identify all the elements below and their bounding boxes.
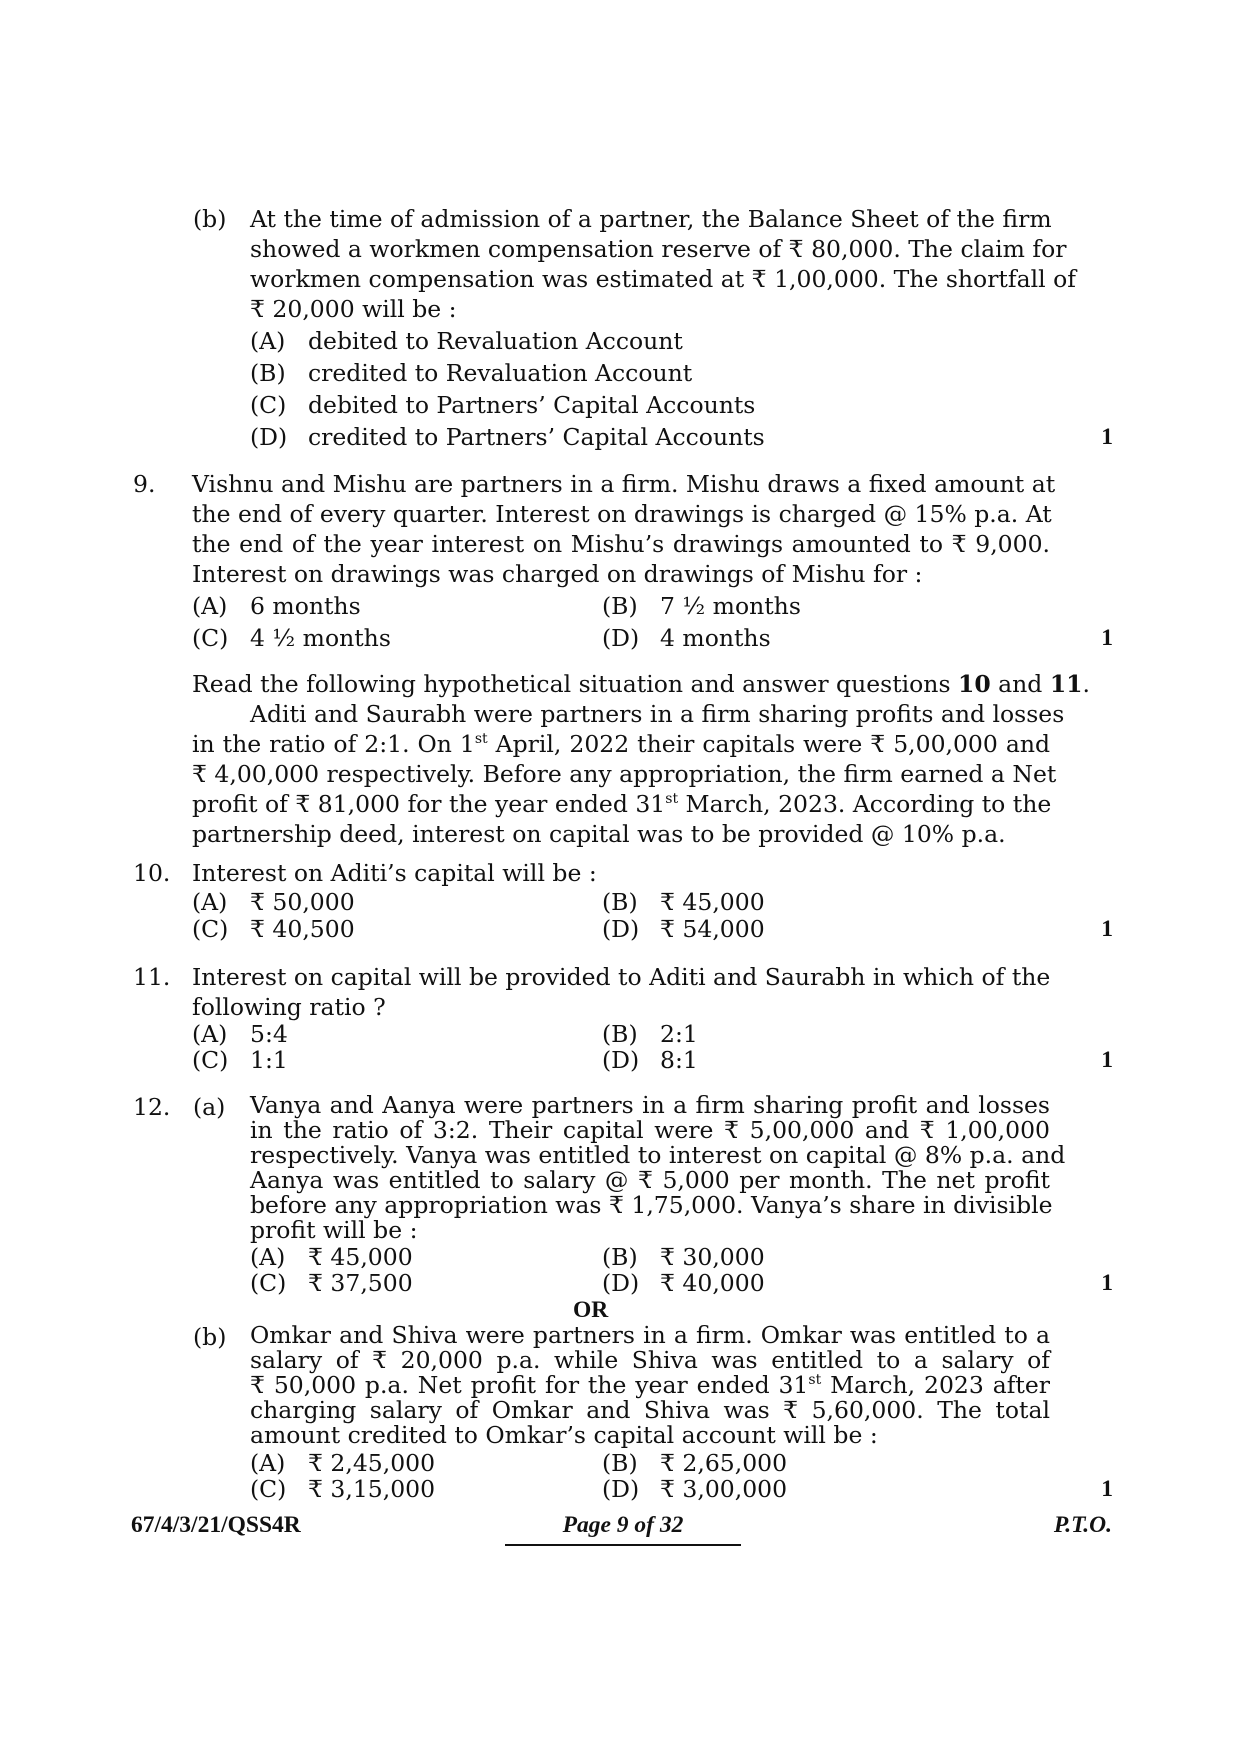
q11-option-b-text: 2:1 [660, 1020, 698, 1048]
q12b-label: (b) [193, 1323, 227, 1351]
q12a-line-3: respectively. Vanya was entitled to interest on capital @ 8% p.a. and [250, 1141, 1066, 1169]
q12b-option-c-text: ₹ 3,15,000 [308, 1475, 436, 1503]
q9-number: 9. [133, 470, 156, 498]
q8b-marks: 1 [1101, 424, 1113, 450]
q8b-option-b-text: credited to Revaluation Account [308, 359, 693, 387]
q12a-line-6: profit will be : [250, 1216, 418, 1244]
q8b-option-a-text: debited to Revaluation Account [308, 327, 683, 355]
page-number-underline [505, 1544, 741, 1546]
q12b-line-5: amount credited to Omkar’s capital account will be : [250, 1421, 878, 1449]
q12a-option-a-text: ₹ 45,000 [308, 1243, 413, 1271]
q8b-option-c-text: debited to Partners’ Capital Accounts [308, 391, 756, 419]
q8b-label: (b) [193, 205, 227, 233]
q11-option-a-key: (A) [192, 1020, 228, 1048]
q9-option-b-key: (B) [602, 592, 638, 620]
q12a-line-4: Aanya was entitled to salary @ ₹ 5,000 per month. The net profit [250, 1166, 1050, 1194]
q9-line-3: the end of the year interest on Mishu’s drawings amounted to ₹ 9,000. [192, 530, 1050, 558]
paper-code: 67/4/3/21/QSS4R [131, 1512, 301, 1538]
passage-line-1: Aditi and Saurabh were partners in a firm sharing profits and losses [250, 700, 1065, 728]
q12b-marks: 1 [1101, 1476, 1113, 1502]
passage-line-3: ₹ 4,00,000 respectively. Before any appropriation, the firm earned a Net [192, 760, 1057, 788]
q9-option-c-text: 4 ½ months [250, 624, 391, 652]
q9-line-1: Vishnu and Mishu are partners in a firm. Mishu draws a fixed amount at [192, 470, 1056, 498]
q10-option-c-text: ₹ 40,500 [250, 915, 355, 943]
q9-option-d-text: 4 months [660, 624, 771, 652]
q11-marks: 1 [1101, 1047, 1113, 1073]
q12b-option-d-text: ₹ 3,00,000 [660, 1475, 788, 1503]
q12b-option-a-key: (A) [250, 1449, 286, 1477]
pto-label: P.T.O. [1053, 1512, 1112, 1538]
q12a-option-d-key: (D) [602, 1269, 640, 1297]
q12b-option-b-key: (B) [602, 1449, 638, 1477]
q8b-option-a-key: (A) [250, 327, 286, 355]
q10-marks: 1 [1101, 916, 1113, 942]
q11-line-2: following ratio ? [192, 993, 386, 1021]
q11-option-b-key: (B) [602, 1020, 638, 1048]
q9-option-b-text: 7 ½ months [660, 592, 801, 620]
q12a-line-2: in the ratio of 3:2. Their capital were ₹ 5,00,000 and ₹ 1,00,000 [250, 1116, 1050, 1144]
q12a-label: (a) [193, 1093, 226, 1121]
q12a-line-1: Vanya and Aanya were partners in a firm sharing profit and losses [250, 1091, 1050, 1119]
q8b-option-b-key: (B) [250, 359, 286, 387]
q10-option-c-key: (C) [192, 915, 229, 943]
q12b-line-3: ₹ 50,000 p.a. Net profit for the year ended 31st March, 2023 after [250, 1371, 1050, 1399]
passage-line-4: profit of ₹ 81,000 for the year ended 31st March, 2023. According to the [192, 790, 1052, 818]
q9-option-a-key: (A) [192, 592, 228, 620]
q8b-option-d-key: (D) [250, 423, 288, 451]
q10-option-d-key: (D) [602, 915, 640, 943]
q12b-option-b-text: ₹ 2,65,000 [660, 1449, 788, 1477]
q8b-option-c-key: (C) [250, 391, 287, 419]
q10-option-d-text: ₹ 54,000 [660, 915, 765, 943]
q12b-line-4: charging salary of Omkar and Shiva was ₹ 5,60,000. The total [250, 1396, 1050, 1424]
q8b-line-3: workmen compensation was estimated at ₹ 1,00,000. The shortfall of [250, 265, 1076, 293]
q9-option-c-key: (C) [192, 624, 229, 652]
q12b-line-2: salary of ₹ 20,000 p.a. while Shiva was entitled to a salary of [250, 1346, 1050, 1374]
q12a-option-c-text: ₹ 37,500 [308, 1269, 413, 1297]
q8b-line-2: showed a workmen compensation reserve of ₹ 80,000. The claim for [250, 235, 1067, 263]
q10-option-b-key: (B) [602, 888, 638, 916]
q10-text: Interest on Aditi’s capital will be : [192, 859, 597, 887]
q12a-option-b-key: (B) [602, 1243, 638, 1271]
q9-option-a-text: 6 months [250, 592, 361, 620]
q11-option-c-text: 1:1 [250, 1046, 288, 1074]
q10-number: 10. [133, 859, 171, 887]
q12b-option-d-key: (D) [602, 1475, 640, 1503]
q8b-line-4: ₹ 20,000 will be : [250, 295, 457, 323]
q8b-option-d-text: credited to Partners’ Capital Accounts [308, 423, 765, 451]
q11-option-d-text: 8:1 [660, 1046, 698, 1074]
q10-option-a-text: ₹ 50,000 [250, 888, 355, 916]
q12a-option-b-text: ₹ 30,000 [660, 1243, 765, 1271]
passage-intro: Read the following hypothetical situation and answer questions 10 and 11. [192, 670, 1091, 698]
q12a-line-5: before any appropriation was ₹ 1,75,000. Vanya’s share in divisible [250, 1191, 1053, 1219]
q8b-line-1: At the time of admission of a partner, the Balance Sheet of the firm [250, 205, 1052, 233]
q9-line-2: the end of every quarter. Interest on drawings is charged @ 15% p.a. At [192, 500, 1052, 528]
q11-number: 11. [133, 963, 171, 991]
q11-option-c-key: (C) [192, 1046, 229, 1074]
q9-line-4: Interest on drawings was charged on drawings of Mishu for : [192, 560, 923, 588]
q11-line-1: Interest on capital will be provided to Aditi and Saurabh in which of the [192, 963, 1051, 991]
or-separator: OR [573, 1297, 609, 1323]
q12b-option-a-text: ₹ 2,45,000 [308, 1449, 436, 1477]
q12b-option-c-key: (C) [250, 1475, 287, 1503]
passage-line-2: in the ratio of 2:1. On 1st April, 2022 their capitals were ₹ 5,00,000 and [192, 730, 1051, 758]
page-number: Page 9 of 32 [562, 1512, 684, 1538]
q9-marks: 1 [1101, 625, 1113, 651]
q12b-line-1: Omkar and Shiva were partners in a firm. Omkar was entitled to a [250, 1321, 1050, 1349]
q12a-option-a-key: (A) [250, 1243, 286, 1271]
q10-option-a-key: (A) [192, 888, 228, 916]
q12a-marks: 1 [1101, 1270, 1113, 1296]
q12-number: 12. [133, 1093, 171, 1121]
q12a-option-c-key: (C) [250, 1269, 287, 1297]
q11-option-a-text: 5:4 [250, 1020, 288, 1048]
q11-option-d-key: (D) [602, 1046, 640, 1074]
q12a-option-d-text: ₹ 40,000 [660, 1269, 765, 1297]
q10-option-b-text: ₹ 45,000 [660, 888, 765, 916]
q9-option-d-key: (D) [602, 624, 640, 652]
passage-line-5: partnership deed, interest on capital was to be provided @ 10% p.a. [192, 820, 1006, 848]
